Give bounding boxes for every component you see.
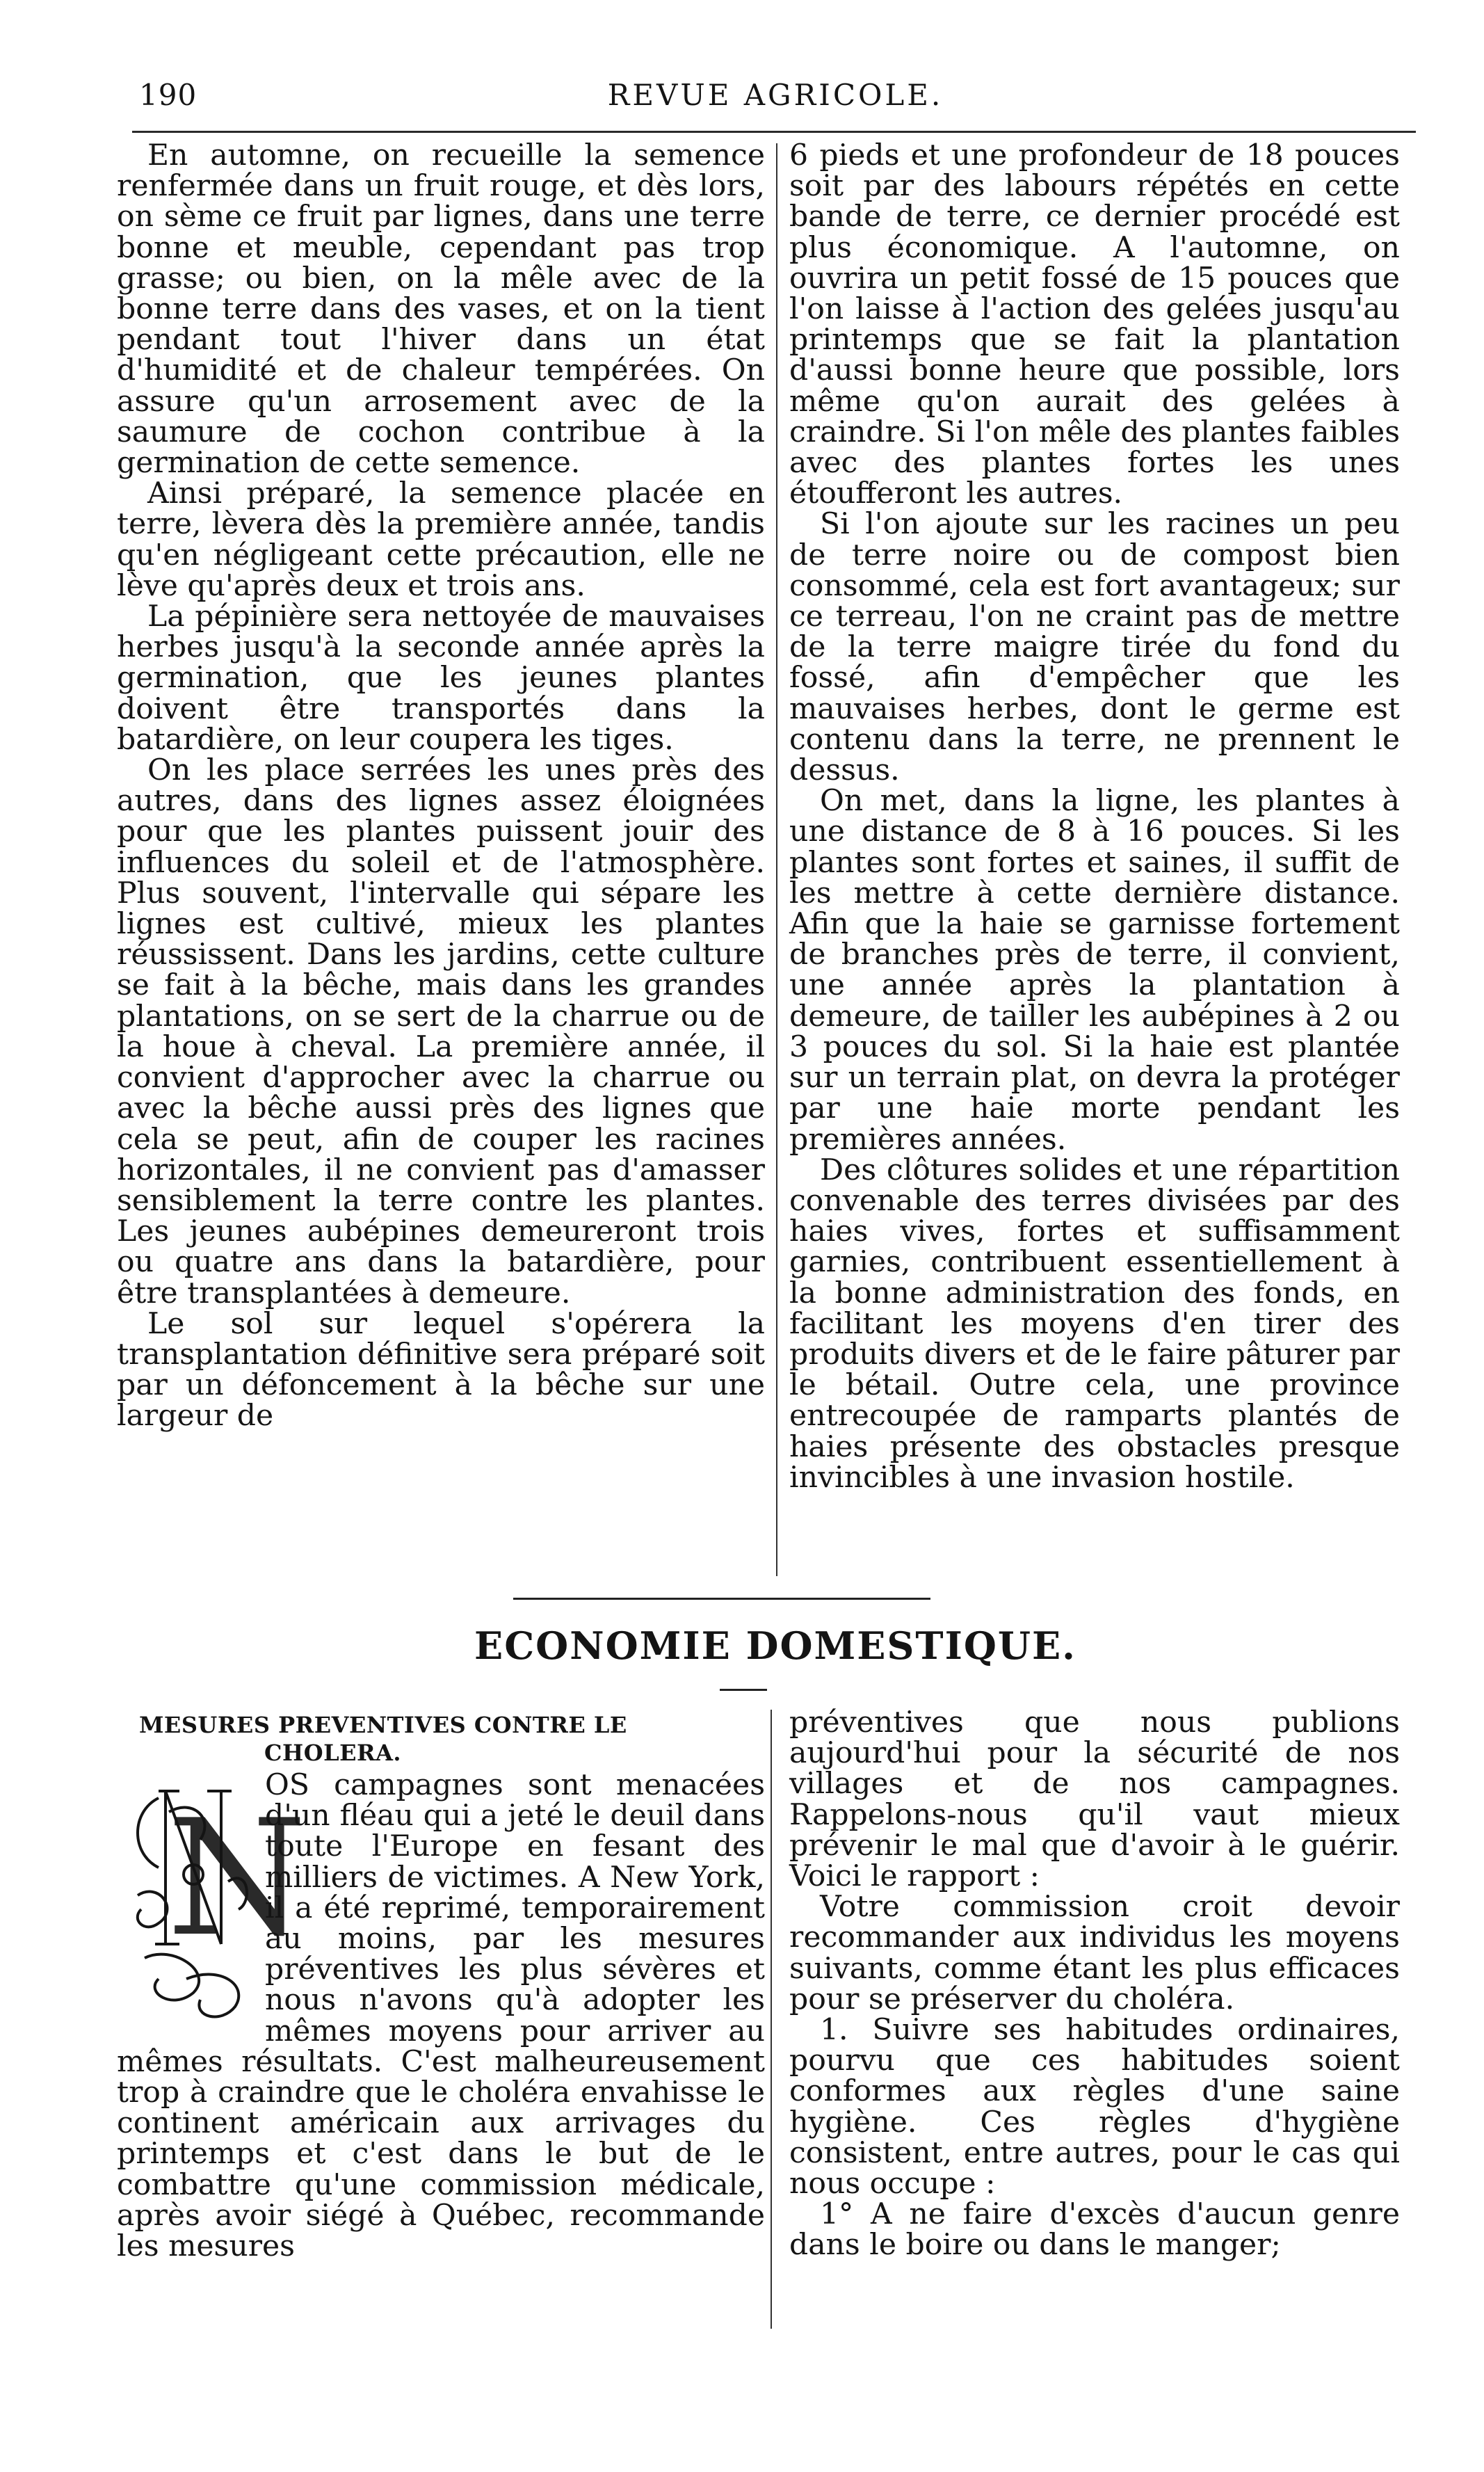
section-rule	[513, 1598, 930, 1600]
paragraph: 1° A ne faire d'excès d'aucun genre dans le boire ou dans le manger;	[789, 2197, 1400, 2263]
section-title: ECONOMIE DOMESTIQUE.	[474, 1623, 1076, 1668]
paragraph: Le sol sur lequel s'opérera la transplantation définitive sera préparé soit par un défoncement à la bêche sur une largeur de	[117, 1306, 765, 1434]
paragraph: La pépinière sera nettoyée de mauvaises herbes jusqu'à la seconde année après la germination, que les jeunes plantes doivent être transportés dans la batardière, on leur coupera les tiges.	[117, 600, 765, 757]
paragraph: Des clôtures solides et une répartition convenable des terres divisées par des haies vives, fortes et suffisamment garnies, contribuent essentiellement à la bonne administration des fonds, en facilitant les moyens d'en tirer des produits divers et de le faire pâturer par le bétail. Outre cela, une province entrecoupée de ramparts plantés de haies présente des obstacles presque invincibles à une invasion hostile.	[789, 1153, 1400, 1495]
svg-text:N: N	[167, 1786, 307, 1972]
ornate-drop-cap-n-icon	[117, 1770, 307, 2031]
paragraph: Ainsi préparé, la semence placée en terre, lèvera dès la première année, tandis qu'en négligeant cette précaution, elle ne lève qu'après deux et trois ans.	[117, 476, 765, 603]
paragraph: préventives que nous publions aujourd'hui pour la sécurité de nos villages et de nos campagnes. Rappelons-nous qu'il vaut mieux prévenir le mal que d'avoir à le guérir. Voici le rapport :	[789, 1705, 1400, 1894]
paragraph: On les place serrées les unes près des autres, dans des lignes assez éloignées pour que les plantes puissent jouir des influences du soleil et de l'atmosphère. Plus souvent, l'intervalle qui sépare les lignes est cultivé, mieux les plantes réussissent. Dans les jardins, cette culture se fait à la bêche, mais dans les grandes plantations, on se sert de la charrue ou de la houe à cheval. La première année, il convient d'approcher avec la charrue ou avec la bêche aussi près des lignes que cela se peut, afin de couper les racines horizontales, il ne convient pas d'amasser sensiblement la terre contre les plantes. Les jeunes aubépines demeureront trois ou quatre ans dans la batardière, pour être transplantées à demeure.	[117, 753, 765, 1310]
column-right-bottom	[789, 1705, 1400, 2263]
article-heading	[139, 1711, 751, 1767]
paragraph: 6 pieds et une profondeur de 18 pouces soit par des labours répétés en cette bande de terre, ce dernier procédé est plus économique. A l'automne, on ouvrira un petit fossé de 15 pouces que l'on laisse à l'action des gelées jusqu'au printemps que se fait la plantation d'aussi bonne heure que possible, lors même qu'on aurait des gelées à craindre. Si l'on mêle des plantes faibles avec des plantes fortes les unes étoufferont les autres.	[789, 138, 1400, 511]
article-heading-line2: CHOLERA.	[264, 1740, 402, 1766]
page-header	[139, 78, 1412, 120]
page-number: 190	[139, 78, 197, 112]
column-left-top	[117, 138, 765, 1434]
paragraph: En automne, on recueille la semence renfermée dans un fruit rouge, et dès lors, on sème ce fruit par lignes, dans une terre bonne et meuble, cependant pas trop grasse; ou bien, on la mêle avec de la bonne terre dans des vases, et on la tient pendant tout l'hiver dans un état d'humidité et de chaleur tempérées. On assure qu'un arrosement avec de la saumure de cochon contribue à la germination de cette semence.	[117, 138, 765, 481]
column-divider-bottom	[771, 1710, 772, 2329]
header-rule	[132, 131, 1416, 133]
paragraph: OS campagnes sont menacées d'un fléau qui a jeté le deuil dans toute l'Europe en fesant des milliers de victimes. A New York, il a été reprimé, temporairement au moins, par les mesures préventives les plus sévères et nous n'avons qu'à adopter les mêmes moyens pour arriver au mêmes résultats. C'est malheureusement trop à craindre que le choléra envahisse le continent américain aux arrivages du printemps et c'est dans le but de le combattre qu'une commission médicale, après avoir siégé à Québec, recommande les mesures	[117, 1768, 765, 2264]
running-title: REVUE AGRICOLE.	[607, 78, 944, 112]
paragraph: On met, dans la ligne, les plantes à une distance de 8 à 16 pouces. Si les plantes sont fortes et saines, il suffit de les mettre à cette dernière distance. Afin que la haie se garnisse fortement de branches près de terre, il convient, une année après la plantation à demeure, de tailler les aubépines à 2 ou 3 pouces du sol. Si la haie est plantée sur un terrain plat, on devra la protéger par une haie morte pendant les premières années.	[789, 784, 1400, 1157]
section-short-rule	[720, 1689, 767, 1691]
column-left-bottom	[117, 1770, 765, 2262]
column-divider	[776, 143, 777, 1576]
paragraph: Votre commission croit devoir recommander aux individus les moyens suivants, comme étant les plus efficaces pour se préserver du choléra.	[789, 1890, 1400, 2016]
article-heading-line1: MESURES PREVENTIVES CONTRE LE	[139, 1712, 627, 1738]
paragraph: 1. Suivre ses habitudes ordinaires, pourvu que ces habitudes soient conformes aux règles d'une saine hygiène. Ces règles d'hygiène consistent, entre autres, pour le cas qui nous occupe :	[789, 2013, 1400, 2201]
paragraph: Si l'on ajoute sur les racines un peu de terre noire ou de compost bien consommé, cela est fort avantageux; sur ce terreau, l'on ne craint pas de mettre de la terre maigre tirée du fond du fossé, afin d'empêcher que les mauvaises herbes, dont le germe est contenu dans la terre, ne prennent le dessus.	[789, 507, 1400, 788]
column-right-top	[789, 138, 1400, 1495]
